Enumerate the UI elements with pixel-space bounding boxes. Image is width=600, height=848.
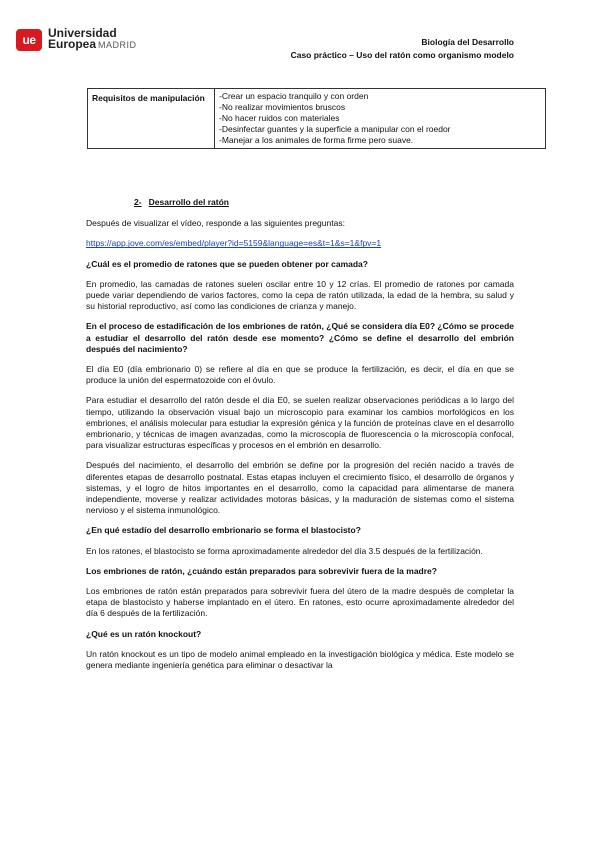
answer-3: En los ratones, el blastocisto se forma aproximadamente alrededor del día 3.5 después de la fertilización. <box>86 545 483 556</box>
course-title: Biología del Desarrollo <box>421 37 514 47</box>
case-subtitle: Caso práctico – Uso del ratón como organismo modelo <box>290 50 514 60</box>
answer-4: Los embriones de ratón están preparados para sobrevivir fuera del útero de la madre después de completar la etapa de blastocisto y haberse implantado en el útero. En ratones, esto ocurre aproximadamente alrededor del día 6 después de la fertilización. <box>86 586 514 619</box>
logo-badge: ue <box>16 29 42 51</box>
document-body <box>86 197 514 680</box>
section-title: Desarrollo del ratón <box>148 197 229 207</box>
answer-2c: Después del nacimiento, el desarrollo del embrión se define por la progresión del recién nacido a través de diferentes etapas de desarrollo postnatal. Estas etapas incluyen el crecimiento físico, el desarrollo de órganos y sistemas, y el logro de hitos importantes en el desarrollo, como la capacidad para alimentarse de manera independiente, moverse y realizar actividades motoras básicas, y la maduración de sistemas como el sistema nervioso y el sistema inmunológico. <box>86 460 514 516</box>
question-2: En el proceso de estadificación de los embriones de ratón, ¿Qué se considera día E0? ¿Cómo se procede a estudiar el desarrollo del ratón desde ese momento? ¿Cómo se define el desarrollo del embrión después del nacimiento? <box>86 321 514 354</box>
requirements-list <box>215 89 546 149</box>
section-heading <box>134 197 514 208</box>
answer-2b: Para estudiar el desarrollo del ratón desde el día E0, se suelen realizar observaciones periódicas a lo largo del tiempo, utilizando la observación visual bajo un microscopio para examinar los cambios morfológicos en los embriones, el análisis molecular para estudiar la expresión génica y la función de proteínas clave en el desarrollo embrionario, y técnicas de imagen avanzadas, como la microscopía de fluorescencia o la microscopía confocal, para visualizar estructuras específicas y procesos en el embrión en desarrollo. <box>86 395 514 451</box>
logo-line2: Europea <box>48 37 97 51</box>
requirement-item: -Desinfectar guantes y la superficie a manipular con el roedor <box>219 124 451 134</box>
requirement-item: -Manejar a los animales de forma firme pero suave. <box>219 135 414 145</box>
question-5: ¿Qué es un ratón knockout? <box>86 628 202 639</box>
intro-text: Después de visualizar el vídeo, responde a las siguientes preguntas: <box>86 218 345 229</box>
question-1: ¿Cuál es el promedio de ratones que se pueden obtener por camada? <box>86 258 368 269</box>
requirement-item: -No realizar movimientos bruscos <box>219 102 346 112</box>
requirement-item: -No hacer ruidos con materiales <box>219 113 340 123</box>
university-logo <box>16 28 137 51</box>
question-3: ¿En qué estadío del desarrollo embrionario se forma el blastocisto? <box>86 525 361 536</box>
logo-line1: Universidad <box>48 26 117 40</box>
answer-2a: El día E0 (día embrionario 0) se refiere al día en que se produce la fertilización, es decir, el día en que se produce la unión del espermatozoide con el óvulo. <box>86 364 514 386</box>
header-titles <box>291 36 514 62</box>
page-header <box>0 0 600 70</box>
requirements-label: Requisitos de manipulación <box>88 89 215 149</box>
answer-5: Un ratón knockout es un tipo de modelo animal empleado en la investigación biológica y médica. Este modelo se genera mediante ingeniería genética para eliminar o desactivar la <box>86 648 514 671</box>
logo-city: MADRID <box>98 40 137 50</box>
question-4: Los embriones de ratón, ¿cuándo están preparados para sobrevivir fuera de la madre? <box>86 565 437 576</box>
video-link[interactable]: https://app.jove.com/es/embed/player?id=5159&language=es&t=1&s=1&fpv=1 <box>86 238 382 249</box>
requirements-table <box>87 88 546 149</box>
answer-1: En promedio, las camadas de ratones suelen oscilar entre 10 y 12 crías. El promedio de ratones por camada puede variar dependiendo de varios factores, como la cepa de ratón utilizada, la edad de la hembra, su salud y su historial reproductivo, así como las condiciones de crianza y manejo. <box>86 278 514 312</box>
section-number: 2- <box>134 197 142 207</box>
requirement-item: -Crear un espacio tranquilo y con orden <box>219 91 369 101</box>
